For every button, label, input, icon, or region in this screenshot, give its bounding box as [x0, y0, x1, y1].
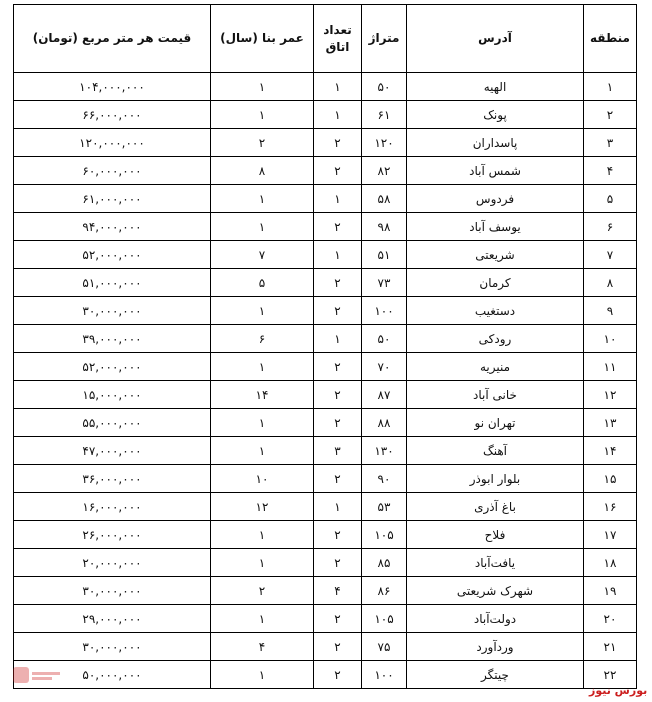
cell-region: ۱۶ — [584, 493, 637, 521]
cell-region: ۲۱ — [584, 633, 637, 661]
cell-address: شهرک شریعتی — [407, 577, 584, 605]
cell-region: ۱ — [584, 73, 637, 101]
cell-area: ۷۳ — [362, 269, 407, 297]
cell-region: ۲۲ — [584, 661, 637, 689]
cell-rooms: ۲ — [314, 381, 362, 409]
cell-address: آهنگ — [407, 437, 584, 465]
cell-address: وردآورد — [407, 633, 584, 661]
cell-price: ۱۶,۰۰۰,۰۰۰ — [14, 493, 211, 521]
cell-region: ۱۹ — [584, 577, 637, 605]
cell-region: ۵ — [584, 185, 637, 213]
cell-age: ۱۴ — [211, 381, 314, 409]
header-rooms: تعداد اتاق — [314, 5, 362, 73]
cell-region: ۴ — [584, 157, 637, 185]
cell-price: ۳۶,۰۰۰,۰۰۰ — [14, 465, 211, 493]
cell-price: ۲۶,۰۰۰,۰۰۰ — [14, 521, 211, 549]
cell-region: ۱۳ — [584, 409, 637, 437]
cell-address: منیریه — [407, 353, 584, 381]
cell-rooms: ۲ — [314, 549, 362, 577]
cell-price: ۳۰,۰۰۰,۰۰۰ — [14, 633, 211, 661]
cell-area: ۸۸ — [362, 409, 407, 437]
table-row — [14, 437, 637, 465]
table-row — [14, 129, 637, 157]
cell-area: ۱۰۵ — [362, 605, 407, 633]
table-row — [14, 213, 637, 241]
cell-region: ۳ — [584, 129, 637, 157]
cell-area: ۸۵ — [362, 549, 407, 577]
bourse-news-logo-icon — [12, 664, 64, 686]
cell-rooms: ۲ — [314, 409, 362, 437]
cell-rooms: ۲ — [314, 157, 362, 185]
cell-rooms: ۲ — [314, 605, 362, 633]
header-address: آدرس — [407, 5, 584, 73]
cell-region: ۱۵ — [584, 465, 637, 493]
cell-rooms: ۲ — [314, 521, 362, 549]
cell-area: ۵۳ — [362, 493, 407, 521]
cell-area: ۱۲۰ — [362, 129, 407, 157]
cell-area: ۵۸ — [362, 185, 407, 213]
table-row — [14, 269, 637, 297]
cell-rooms: ۲ — [314, 269, 362, 297]
header-area: متراژ — [362, 5, 407, 73]
cell-address: الهیه — [407, 73, 584, 101]
cell-region: ۱۲ — [584, 381, 637, 409]
cell-area: ۱۰۵ — [362, 521, 407, 549]
table-row — [14, 661, 637, 689]
cell-address: دولت‌آباد — [407, 605, 584, 633]
cell-area: ۹۸ — [362, 213, 407, 241]
cell-age: ۱ — [211, 661, 314, 689]
cell-area: ۷۵ — [362, 633, 407, 661]
cell-area: ۶۱ — [362, 101, 407, 129]
cell-region: ۹ — [584, 297, 637, 325]
table-row — [14, 241, 637, 269]
table-row — [14, 577, 637, 605]
cell-age: ۱ — [211, 101, 314, 129]
cell-price: ۱۵,۰۰۰,۰۰۰ — [14, 381, 211, 409]
cell-age: ۲ — [211, 129, 314, 157]
cell-address: باغ آذری — [407, 493, 584, 521]
cell-age: ۱ — [211, 409, 314, 437]
cell-rooms: ۲ — [314, 129, 362, 157]
cell-age: ۱ — [211, 185, 314, 213]
cell-region: ۱۰ — [584, 325, 637, 353]
cell-address: فردوس — [407, 185, 584, 213]
cell-age: ۱ — [211, 297, 314, 325]
cell-age: ۲ — [211, 577, 314, 605]
cell-rooms: ۲ — [314, 465, 362, 493]
table-row — [14, 297, 637, 325]
table-row — [14, 73, 637, 101]
cell-address: کرمان — [407, 269, 584, 297]
cell-price: ۵۱,۰۰۰,۰۰۰ — [14, 269, 211, 297]
cell-region: ۸ — [584, 269, 637, 297]
table-row — [14, 381, 637, 409]
cell-address: رودکی — [407, 325, 584, 353]
cell-region: ۲۰ — [584, 605, 637, 633]
cell-price: ۵۰,۰۰۰,۰۰۰ — [14, 661, 211, 689]
cell-price: ۴۷,۰۰۰,۰۰۰ — [14, 437, 211, 465]
cell-rooms: ۲ — [314, 297, 362, 325]
cell-price: ۳۰,۰۰۰,۰۰۰ — [14, 297, 211, 325]
cell-price: ۵۲,۰۰۰,۰۰۰ — [14, 241, 211, 269]
cell-address: چیتگر — [407, 661, 584, 689]
table-row — [14, 409, 637, 437]
cell-address: بلوار ابوذر — [407, 465, 584, 493]
cell-area: ۸۲ — [362, 157, 407, 185]
cell-price: ۶۰,۰۰۰,۰۰۰ — [14, 157, 211, 185]
cell-age: ۱۲ — [211, 493, 314, 521]
cell-address: فلاح — [407, 521, 584, 549]
cell-address: یافت‌آباد — [407, 549, 584, 577]
cell-price: ۲۰,۰۰۰,۰۰۰ — [14, 549, 211, 577]
source-label: بورس نیوز — [589, 684, 648, 697]
table-row — [14, 101, 637, 129]
table-row — [14, 325, 637, 353]
table-row — [14, 521, 637, 549]
cell-rooms: ۲ — [314, 353, 362, 381]
cell-age: ۱ — [211, 605, 314, 633]
cell-age: ۴ — [211, 633, 314, 661]
cell-age: ۸ — [211, 157, 314, 185]
table-row — [14, 549, 637, 577]
table-row — [14, 465, 637, 493]
cell-age: ۱ — [211, 73, 314, 101]
cell-rooms: ۳ — [314, 437, 362, 465]
table-row — [14, 185, 637, 213]
cell-address: پاسداران — [407, 129, 584, 157]
header-region: منطقه — [584, 5, 637, 73]
cell-age: ۱ — [211, 213, 314, 241]
cell-address: خانی آباد — [407, 381, 584, 409]
cell-rooms: ۱ — [314, 73, 362, 101]
cell-rooms: ۱ — [314, 325, 362, 353]
cell-price: ۶۱,۰۰۰,۰۰۰ — [14, 185, 211, 213]
cell-price: ۱۰۴,۰۰۰,۰۰۰ — [14, 73, 211, 101]
cell-age: ۱ — [211, 521, 314, 549]
cell-age: ۷ — [211, 241, 314, 269]
header-age: عمر بنا (سال) — [211, 5, 314, 73]
cell-price: ۱۲۰,۰۰۰,۰۰۰ — [14, 129, 211, 157]
cell-region: ۷ — [584, 241, 637, 269]
cell-rooms: ۲ — [314, 213, 362, 241]
cell-rooms: ۲ — [314, 633, 362, 661]
cell-price: ۵۵,۰۰۰,۰۰۰ — [14, 409, 211, 437]
cell-area: ۱۰۰ — [362, 661, 407, 689]
table-row — [14, 605, 637, 633]
cell-region: ۱۱ — [584, 353, 637, 381]
table-header-row — [14, 5, 637, 73]
cell-region: ۱۷ — [584, 521, 637, 549]
header-price: قیمت هر متر مربع (تومان) — [14, 5, 211, 73]
cell-address: شریعتی — [407, 241, 584, 269]
cell-age: ۱ — [211, 353, 314, 381]
table-row — [14, 633, 637, 661]
cell-area: ۷۰ — [362, 353, 407, 381]
cell-price: ۵۲,۰۰۰,۰۰۰ — [14, 353, 211, 381]
cell-address: دستغیب — [407, 297, 584, 325]
cell-address: شمس آباد — [407, 157, 584, 185]
table-row — [14, 157, 637, 185]
cell-rooms: ۱ — [314, 493, 362, 521]
cell-age: ۵ — [211, 269, 314, 297]
cell-area: ۵۱ — [362, 241, 407, 269]
cell-age: ۱ — [211, 437, 314, 465]
cell-price: ۲۹,۰۰۰,۰۰۰ — [14, 605, 211, 633]
cell-address: تهران نو — [407, 409, 584, 437]
cell-region: ۱۴ — [584, 437, 637, 465]
cell-area: ۱۰۰ — [362, 297, 407, 325]
cell-rooms: ۴ — [314, 577, 362, 605]
cell-region: ۱۸ — [584, 549, 637, 577]
cell-rooms: ۱ — [314, 185, 362, 213]
cell-price: ۹۴,۰۰۰,۰۰۰ — [14, 213, 211, 241]
cell-region: ۲ — [584, 101, 637, 129]
cell-age: ۱۰ — [211, 465, 314, 493]
cell-area: ۹۰ — [362, 465, 407, 493]
cell-region: ۶ — [584, 213, 637, 241]
price-table — [13, 4, 637, 689]
cell-price: ۳۹,۰۰۰,۰۰۰ — [14, 325, 211, 353]
cell-area: ۱۳۰ — [362, 437, 407, 465]
table-row — [14, 353, 637, 381]
cell-area: ۵۰ — [362, 73, 407, 101]
cell-age: ۱ — [211, 549, 314, 577]
cell-address: یوسف آباد — [407, 213, 584, 241]
cell-area: ۵۰ — [362, 325, 407, 353]
cell-price: ۳۰,۰۰۰,۰۰۰ — [14, 577, 211, 605]
cell-rooms: ۱ — [314, 101, 362, 129]
cell-address: پونک — [407, 101, 584, 129]
cell-rooms: ۲ — [314, 661, 362, 689]
cell-area: ۸۶ — [362, 577, 407, 605]
table-row — [14, 493, 637, 521]
cell-price: ۶۶,۰۰۰,۰۰۰ — [14, 101, 211, 129]
cell-area: ۸۷ — [362, 381, 407, 409]
cell-rooms: ۱ — [314, 241, 362, 269]
cell-age: ۶ — [211, 325, 314, 353]
